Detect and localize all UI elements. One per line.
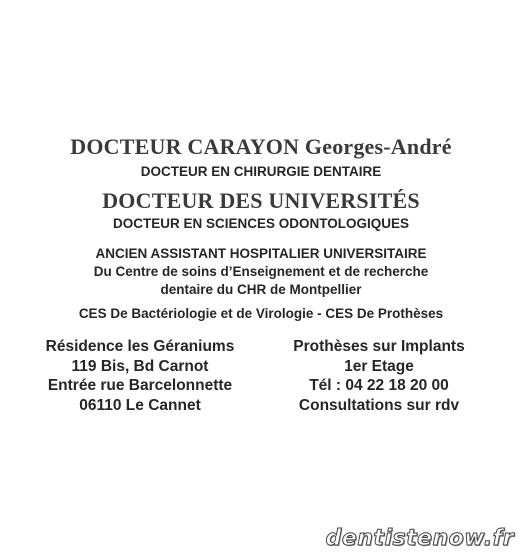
center-line-1: Du Centre de soins d’Enseignement et de recherche [93,264,429,279]
address-line: Entrée rue Barcelonnette [47,377,233,394]
sciences-line: DOCTEUR EN SCIENCES ODONTOLOGIQUES [112,216,410,231]
certificates-line: CES De Bactériologie et de Virologie - CES De Prothèses [78,306,444,321]
address-block [10,337,270,415]
former-assistant-line: ANCIEN ASSISTANT HOSPITALIER UNIVERSITAIRE [95,246,427,261]
specialty-line: DOCTEUR EN CHIRURGIE DENTAIRE [140,164,382,179]
address-line: 06110 Le Cannet [79,396,201,414]
doctor-name: DOCTEUR CARAYON Georges-André [70,134,452,159]
center-line-2: dentaire du CHR de Montpellier [160,282,362,297]
address-line: Résidence les Géraniums [45,338,235,355]
info-line: Prothèses sur Implants [293,338,465,355]
phone-line: Tél : 04 22 18 20 00 [309,377,449,394]
info-line: Consultations sur rdv [298,396,460,414]
address-line: 119 Bis, Bd Carnot [71,357,209,375]
universities-title: DOCTEUR DES UNIVERSITÉS [102,188,420,213]
watermark: dentistenow.fr [325,526,514,551]
info-line: 1er Etage [344,357,414,375]
info-block [249,337,509,415]
